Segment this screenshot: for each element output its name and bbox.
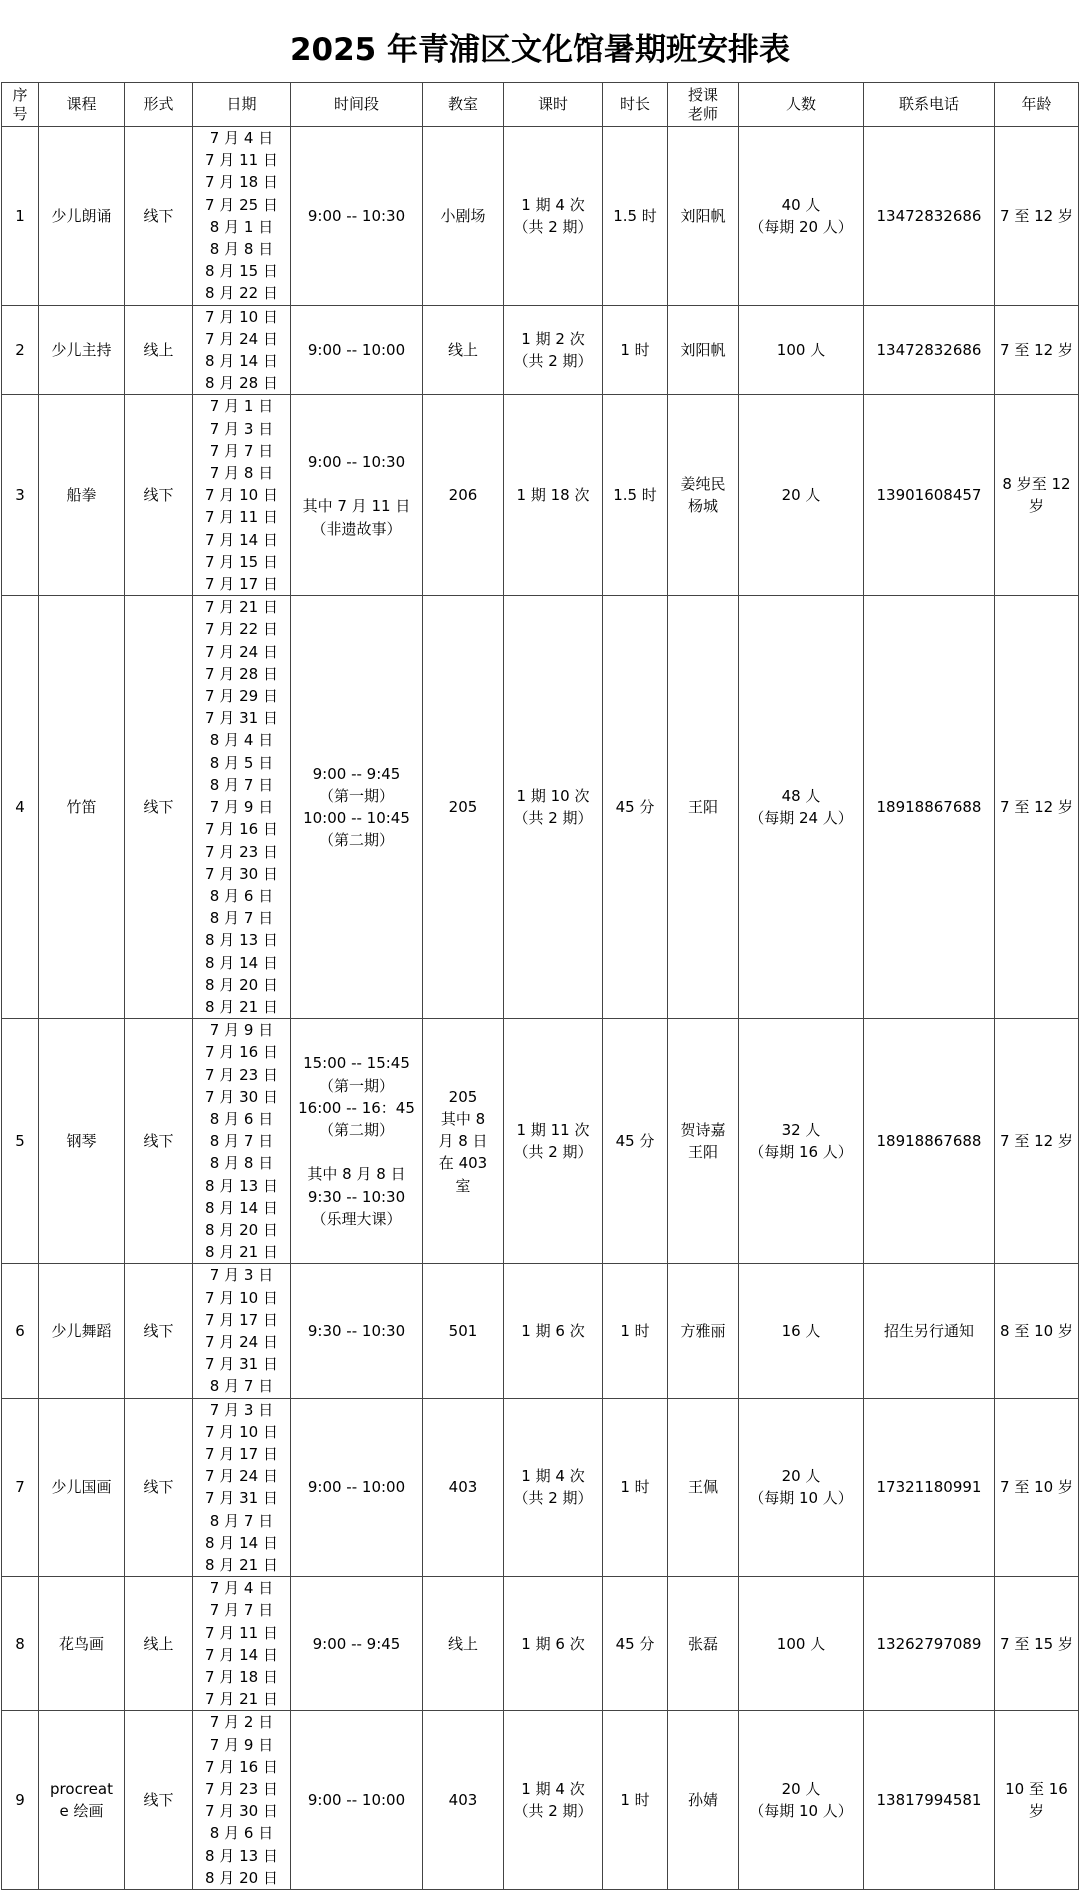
table-row bbox=[2, 1577, 1079, 1711]
row-duration: 1.5 时 bbox=[603, 395, 668, 596]
row-phone: 13262797089 bbox=[864, 1577, 995, 1711]
header-dates: 日期 bbox=[193, 83, 291, 127]
row-teacher: 贺诗嘉 王阳 bbox=[668, 1019, 739, 1264]
row-duration: 1.5 时 bbox=[603, 127, 668, 306]
row-age: 7 至 10 岁 bbox=[995, 1398, 1079, 1577]
header-room: 教室 bbox=[423, 83, 504, 127]
row-room: 205 bbox=[423, 596, 504, 1019]
row-sessions: 1 期 4 次 （共 2 期） bbox=[504, 127, 603, 306]
row-course: 花鸟画 bbox=[39, 1577, 125, 1711]
header-course: 课程 bbox=[39, 83, 125, 127]
row-sessions: 1 期 4 次 （共 2 期） bbox=[504, 1398, 603, 1577]
row-phone: 13901608457 bbox=[864, 395, 995, 596]
row-duration: 1 时 bbox=[603, 1398, 668, 1577]
row-sessions: 1 期 6 次 bbox=[504, 1264, 603, 1398]
row-room: 206 bbox=[423, 395, 504, 596]
row-course: 少儿舞蹈 bbox=[39, 1264, 125, 1398]
row-age: 7 至 12 岁 bbox=[995, 305, 1079, 395]
header-row bbox=[2, 83, 1079, 127]
row-phone: 13472832686 bbox=[864, 305, 995, 395]
row-time: 9:00 -- 10:30 bbox=[291, 127, 423, 306]
row-people: 40 人 （每期 20 人） bbox=[739, 127, 864, 306]
row-people: 48 人 （每期 24 人） bbox=[739, 596, 864, 1019]
row-time: 9:30 -- 10:30 bbox=[291, 1264, 423, 1398]
row-course: 少儿朗诵 bbox=[39, 127, 125, 306]
row-phone: 13472832686 bbox=[864, 127, 995, 306]
row-age: 10 至 16 岁 bbox=[995, 1711, 1079, 1890]
row-age: 7 至 12 岁 bbox=[995, 596, 1079, 1019]
row-time: 9:00 -- 10:00 bbox=[291, 1398, 423, 1577]
row-dates: 7 月 3 日 7 月 10 日 7 月 17 日 7 月 24 日 7 月 31 日 8 月 7 日 bbox=[193, 1264, 291, 1398]
row-format: 线下 bbox=[125, 127, 193, 306]
row-teacher: 刘阳帆 bbox=[668, 127, 739, 306]
row-phone: 17321180991 bbox=[864, 1398, 995, 1577]
row-index: 9 bbox=[2, 1711, 39, 1890]
row-course: 船拳 bbox=[39, 395, 125, 596]
header-format: 形式 bbox=[125, 83, 193, 127]
row-time: 9:00 -- 10:00 bbox=[291, 305, 423, 395]
row-index: 7 bbox=[2, 1398, 39, 1577]
table-row bbox=[2, 1398, 1079, 1577]
row-duration: 1 时 bbox=[603, 1711, 668, 1890]
row-people: 20 人 bbox=[739, 395, 864, 596]
row-sessions: 1 期 18 次 bbox=[504, 395, 603, 596]
row-index: 5 bbox=[2, 1019, 39, 1264]
row-dates: 7 月 4 日 7 月 11 日 7 月 18 日 7 月 25 日 8 月 1 日 8 月 8 日 8 月 15 日 8 月 22 日 bbox=[193, 127, 291, 306]
row-index: 2 bbox=[2, 305, 39, 395]
row-teacher: 孙婧 bbox=[668, 1711, 739, 1890]
table-row bbox=[2, 596, 1079, 1019]
row-teacher: 姜纯民 杨城 bbox=[668, 395, 739, 596]
row-people: 20 人 （每期 10 人） bbox=[739, 1398, 864, 1577]
row-time: 9:00 -- 9:45 （第一期） 10:00 -- 10:45 （第二期） bbox=[291, 596, 423, 1019]
row-dates: 7 月 21 日 7 月 22 日 7 月 24 日 7 月 28 日 7 月 29 日 7 月 31 日 8 月 4 日 8 月 5 日 8 月 7 日 7 月 9 日 7 月 16 日 7 月 23 日 7 月 30 日 8 月 6 日 8 月 7 日 8 月 13 日 8 月 14 日 8 月 20 日 8 月 21 日 bbox=[193, 596, 291, 1019]
row-dates: 7 月 1 日 7 月 3 日 7 月 7 日 7 月 8 日 7 月 10 日 7 月 11 日 7 月 14 日 7 月 15 日 7 月 17 日 bbox=[193, 395, 291, 596]
row-duration: 1 时 bbox=[603, 305, 668, 395]
row-time: 9:00 -- 10:00 bbox=[291, 1711, 423, 1890]
row-duration: 45 分 bbox=[603, 1577, 668, 1711]
row-format: 线下 bbox=[125, 596, 193, 1019]
row-dates: 7 月 3 日 7 月 10 日 7 月 17 日 7 月 24 日 7 月 31 日 8 月 7 日 8 月 14 日 8 月 21 日 bbox=[193, 1398, 291, 1577]
row-phone: 18918867688 bbox=[864, 1019, 995, 1264]
row-people: 32 人 （每期 16 人） bbox=[739, 1019, 864, 1264]
header-teacher: 授课老师 bbox=[668, 83, 739, 127]
row-sessions: 1 期 6 次 bbox=[504, 1577, 603, 1711]
row-age: 8 至 10 岁 bbox=[995, 1264, 1079, 1398]
row-course: 少儿国画 bbox=[39, 1398, 125, 1577]
header-sessions: 课时 bbox=[504, 83, 603, 127]
row-index: 8 bbox=[2, 1577, 39, 1711]
row-duration: 45 分 bbox=[603, 1019, 668, 1264]
row-dates: 7 月 2 日 7 月 9 日 7 月 16 日 7 月 23 日 7 月 30 日 8 月 6 日 8 月 13 日 8 月 20 日 bbox=[193, 1711, 291, 1890]
row-sessions: 1 期 10 次 （共 2 期） bbox=[504, 596, 603, 1019]
schedule-table bbox=[1, 82, 1079, 1890]
table-row bbox=[2, 1019, 1079, 1264]
row-room: 小剧场 bbox=[423, 127, 504, 306]
row-format: 线上 bbox=[125, 305, 193, 395]
row-room: 403 bbox=[423, 1711, 504, 1890]
table-row bbox=[2, 305, 1079, 395]
row-teacher: 张磊 bbox=[668, 1577, 739, 1711]
row-format: 线下 bbox=[125, 1711, 193, 1890]
row-room: 501 bbox=[423, 1264, 504, 1398]
row-room: 403 bbox=[423, 1398, 504, 1577]
row-index: 1 bbox=[2, 127, 39, 306]
row-course: 竹笛 bbox=[39, 596, 125, 1019]
row-sessions: 1 期 11 次 （共 2 期） bbox=[504, 1019, 603, 1264]
row-sessions: 1 期 4 次 （共 2 期） bbox=[504, 1711, 603, 1890]
header-phone: 联系电话 bbox=[864, 83, 995, 127]
row-dates: 7 月 9 日 7 月 16 日 7 月 23 日 7 月 30 日 8 月 6 日 8 月 7 日 8 月 8 日 8 月 13 日 8 月 14 日 8 月 20 日 8 月 21 日 bbox=[193, 1019, 291, 1264]
row-people: 100 人 bbox=[739, 1577, 864, 1711]
row-index: 3 bbox=[2, 395, 39, 596]
header-time: 时间段 bbox=[291, 83, 423, 127]
row-course: 钢琴 bbox=[39, 1019, 125, 1264]
row-teacher: 方雅丽 bbox=[668, 1264, 739, 1398]
row-format: 线下 bbox=[125, 1398, 193, 1577]
header-index: 序号 bbox=[2, 83, 39, 127]
row-phone: 18918867688 bbox=[864, 596, 995, 1019]
table-row bbox=[2, 127, 1079, 306]
row-index: 6 bbox=[2, 1264, 39, 1398]
row-format: 线下 bbox=[125, 395, 193, 596]
row-format: 线下 bbox=[125, 1264, 193, 1398]
row-dates: 7 月 10 日 7 月 24 日 8 月 14 日 8 月 28 日 bbox=[193, 305, 291, 395]
row-people: 20 人 （每期 10 人） bbox=[739, 1711, 864, 1890]
table-row bbox=[2, 1711, 1079, 1890]
row-duration: 1 时 bbox=[603, 1264, 668, 1398]
row-age: 7 至 15 岁 bbox=[995, 1577, 1079, 1711]
page-title: 2025 年青浦区文化馆暑期班安排表 bbox=[289, 32, 791, 68]
header-people: 人数 bbox=[739, 83, 864, 127]
row-age: 8 岁至 12 岁 bbox=[995, 395, 1079, 596]
row-course: 少儿主持 bbox=[39, 305, 125, 395]
row-index: 4 bbox=[2, 596, 39, 1019]
row-time: 9:00 -- 10:30 其中 7 月 11 日 （非遗故事） bbox=[291, 395, 423, 596]
row-format: 线上 bbox=[125, 1577, 193, 1711]
row-teacher: 王佩 bbox=[668, 1398, 739, 1577]
row-teacher: 王阳 bbox=[668, 596, 739, 1019]
row-age: 7 至 12 岁 bbox=[995, 1019, 1079, 1264]
table-row bbox=[2, 395, 1079, 596]
row-room: 线上 bbox=[423, 1577, 504, 1711]
row-age: 7 至 12 岁 bbox=[995, 127, 1079, 306]
header-duration: 时长 bbox=[603, 83, 668, 127]
row-course: procreat e 绘画 bbox=[39, 1711, 125, 1890]
table-row bbox=[2, 1264, 1079, 1398]
row-phone: 招生另行通知 bbox=[864, 1264, 995, 1398]
row-phone: 13817994581 bbox=[864, 1711, 995, 1890]
row-format: 线下 bbox=[125, 1019, 193, 1264]
row-time: 15:00 -- 15:45 （第一期） 16:00 -- 16：45 （第二期） 其中 8 月 8 日 9:30 -- 10:30 （乐理大课） bbox=[291, 1019, 423, 1264]
row-dates: 7 月 4 日 7 月 7 日 7 月 11 日 7 月 14 日 7 月 18 日 7 月 21 日 bbox=[193, 1577, 291, 1711]
header-age: 年龄 bbox=[995, 83, 1079, 127]
row-people: 100 人 bbox=[739, 305, 864, 395]
row-teacher: 刘阳帆 bbox=[668, 305, 739, 395]
row-people: 16 人 bbox=[739, 1264, 864, 1398]
row-room: 线上 bbox=[423, 305, 504, 395]
row-sessions: 1 期 2 次 （共 2 期） bbox=[504, 305, 603, 395]
row-room: 205 其中 8 月 8 日 在 403 室 bbox=[423, 1019, 504, 1264]
row-duration: 45 分 bbox=[603, 596, 668, 1019]
row-time: 9:00 -- 9:45 bbox=[291, 1577, 423, 1711]
